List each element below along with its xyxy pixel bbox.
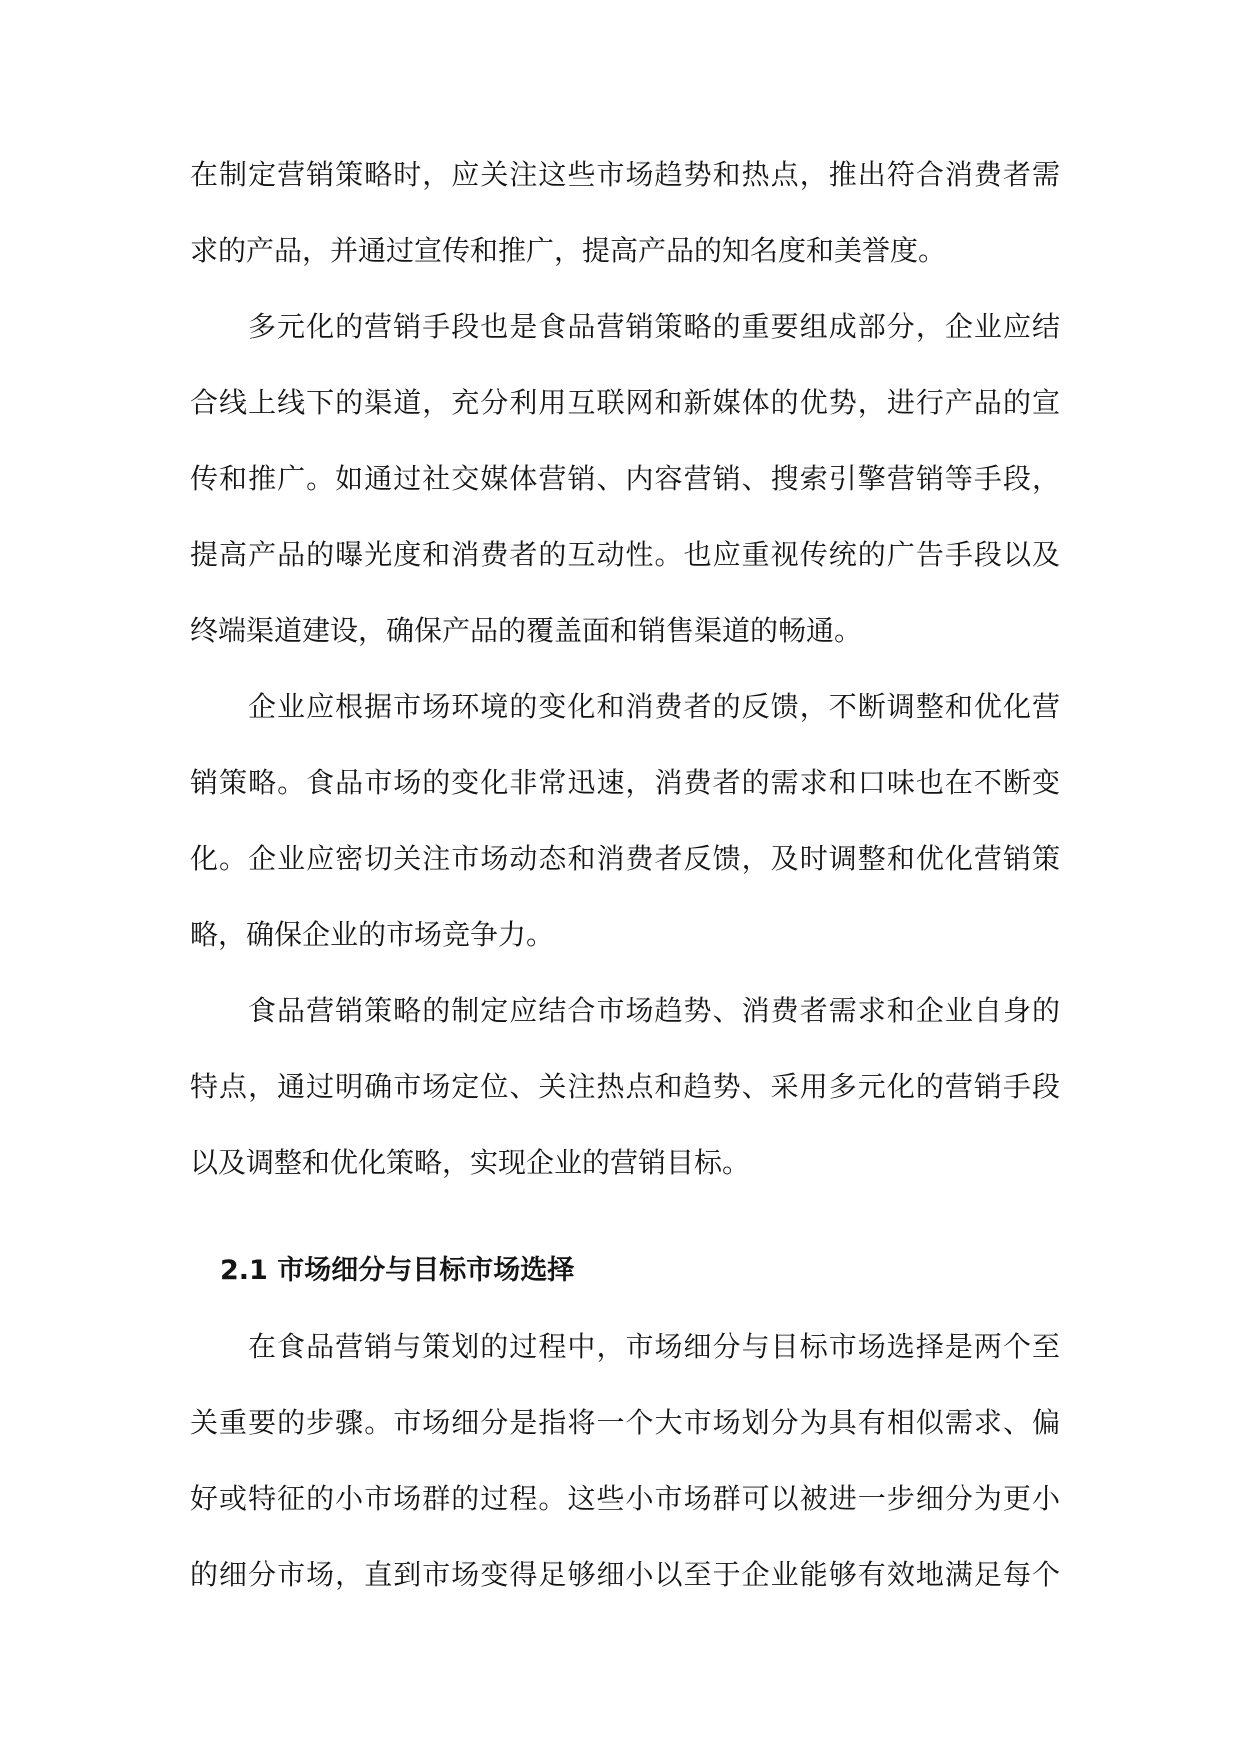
paragraph xyxy=(190,669,1060,973)
text-line: 销策略。食品市场的变化非常迅速，消费者的需求和口味也在不断变 xyxy=(190,766,1060,799)
text-line: 关重要的步骤。市场细分是指将一个大市场划分为具有相似需求、偏 xyxy=(190,1406,1060,1439)
paragraph xyxy=(190,137,1060,289)
text-line: 特点，通过明确市场定位、关注热点和趋势、采用多元化的营销手段 xyxy=(190,1070,1060,1103)
text-line: 的细分市场，直到市场变得足够细小以至于企业能够有效地满足每个 xyxy=(190,1558,1060,1591)
text-line: 在食品营销与策划的过程中，市场细分与目标市场选择是两个至 xyxy=(248,1330,1060,1363)
text-line: 好或特征的小市场群的过程。这些小市场群可以被进一步细分为更小 xyxy=(190,1482,1060,1515)
paragraph xyxy=(190,1309,1060,1613)
text-line: 求的产品，并通过宣传和推广，提高产品的知名度和美誉度。 xyxy=(190,234,947,267)
section-heading: 2.1 市场细分与目标市场选择 xyxy=(220,1255,575,1286)
text-line: 终端渠道建设，确保产品的覆盖面和销售渠道的畅通。 xyxy=(190,614,863,647)
text-line: 合线上线下的渠道，充分利用互联网和新媒体的优势，进行产品的宣 xyxy=(190,386,1060,419)
text-line: 企业应根据市场环境的变化和消费者的反馈，不断调整和优化营 xyxy=(248,690,1060,723)
paragraph xyxy=(190,289,1060,669)
text-line: 化。企业应密切关注市场动态和消费者反馈，及时调整和优化营销策 xyxy=(190,842,1060,875)
text-line: 略，确保企业的市场竞争力。 xyxy=(190,918,555,951)
text-line: 以及调整和优化策略，实现企业的营销目标。 xyxy=(190,1146,751,1179)
text-line: 食品营销策略的制定应结合市场趋势、消费者需求和企业自身的 xyxy=(248,994,1060,1027)
text-line: 多元化的营销手段也是食品营销策略的重要组成部分，企业应结 xyxy=(248,310,1060,343)
text-line: 提高产品的曝光度和消费者的互动性。也应重视传统的广告手段以及 xyxy=(190,538,1060,571)
text-line: 在制定营销策略时，应关注这些市场趋势和热点，推出符合消费者需 xyxy=(190,158,1060,191)
paragraph xyxy=(190,973,1060,1201)
document-body xyxy=(190,137,1060,1613)
text-line: 传和推广。如通过社交媒体营销、内容营销、搜索引擎营销等手段， xyxy=(190,462,1060,495)
